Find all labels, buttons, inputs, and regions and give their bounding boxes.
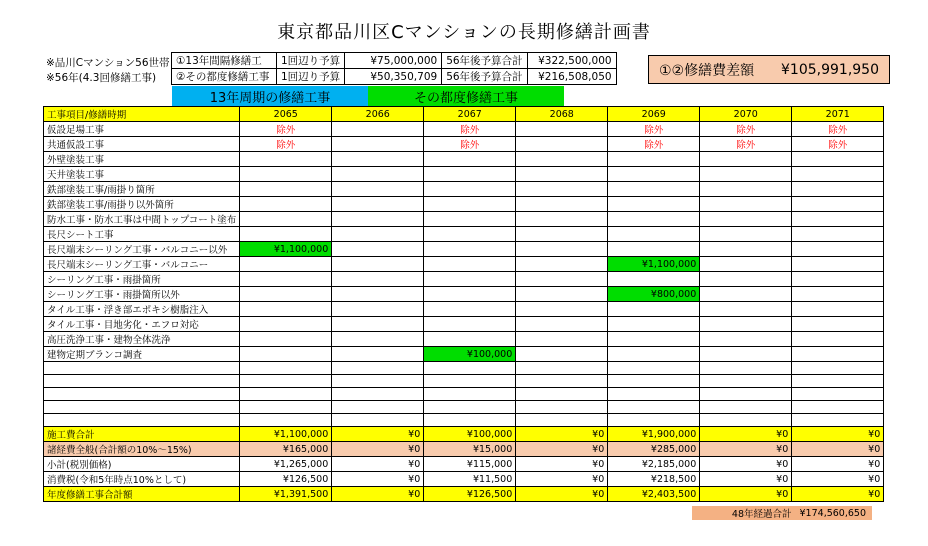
table-cell bbox=[792, 227, 884, 242]
total-label: 消費税(令和5年時点10%として) bbox=[44, 472, 240, 487]
table-cell bbox=[240, 272, 332, 287]
table-cell bbox=[332, 375, 424, 388]
total-cell: ¥11,500 bbox=[424, 472, 516, 487]
table-cell bbox=[700, 362, 792, 375]
total-cell: ¥0 bbox=[516, 487, 608, 502]
total-cell: ¥0 bbox=[700, 427, 792, 442]
table-cell bbox=[332, 197, 424, 212]
table-cell bbox=[516, 257, 608, 272]
table-cell bbox=[608, 152, 700, 167]
header-year: 2071 bbox=[792, 107, 884, 122]
table-cell: ¥1,100,000 bbox=[608, 257, 700, 272]
table-row bbox=[44, 287, 884, 302]
table-cell bbox=[424, 257, 516, 272]
legend-adhoc: その都度修繕工事 bbox=[368, 86, 564, 106]
total-cell: ¥218,500 bbox=[608, 472, 700, 487]
table-cell bbox=[332, 212, 424, 227]
total-row bbox=[44, 442, 884, 457]
table-cell bbox=[240, 388, 332, 401]
total-cell: ¥0 bbox=[516, 442, 608, 457]
row-label: 鉄部塗装工事/雨掛り以外箇所 bbox=[44, 197, 240, 212]
table-cell bbox=[516, 317, 608, 332]
table-cell bbox=[332, 137, 424, 152]
total-cell: ¥0 bbox=[700, 472, 792, 487]
table-cell bbox=[240, 167, 332, 182]
table-cell bbox=[332, 167, 424, 182]
table-row bbox=[44, 362, 884, 375]
table-cell bbox=[792, 182, 884, 197]
table-cell bbox=[792, 375, 884, 388]
table-cell bbox=[424, 401, 516, 414]
total-label: 年度修繕工事合計額 bbox=[44, 487, 240, 502]
row-label: 天井塗装工事 bbox=[44, 167, 240, 182]
table-cell bbox=[240, 287, 332, 302]
summary-row-periodic bbox=[172, 53, 617, 69]
table-cell bbox=[700, 414, 792, 427]
table-cell bbox=[792, 197, 884, 212]
table-cell: 除外 bbox=[240, 137, 332, 152]
table-cell bbox=[424, 287, 516, 302]
total-cell: ¥2,185,000 bbox=[608, 457, 700, 472]
total-cell: ¥0 bbox=[792, 472, 884, 487]
row-label: 仮設足場工事 bbox=[44, 122, 240, 137]
table-cell: 除外 bbox=[608, 137, 700, 152]
row-label: 高圧洗浄工事・建物全体洗浄 bbox=[44, 332, 240, 347]
table-cell bbox=[516, 227, 608, 242]
table-cell bbox=[792, 414, 884, 427]
table-cell bbox=[792, 302, 884, 317]
total-cell: ¥285,000 bbox=[608, 442, 700, 457]
grand-total bbox=[692, 506, 872, 520]
table-cell bbox=[332, 122, 424, 137]
table-cell bbox=[516, 362, 608, 375]
row-label bbox=[44, 401, 240, 414]
table-cell bbox=[332, 302, 424, 317]
total-label: 諸経費全般(合計額の10%～15%) bbox=[44, 442, 240, 457]
table-cell bbox=[240, 332, 332, 347]
cost-difference-box bbox=[648, 55, 890, 84]
total-cell: ¥0 bbox=[700, 487, 792, 502]
total-label: 施工費合計 bbox=[44, 427, 240, 442]
total-row bbox=[44, 457, 884, 472]
table-cell bbox=[424, 332, 516, 347]
table-cell bbox=[424, 167, 516, 182]
table-cell bbox=[792, 362, 884, 375]
table-cell bbox=[424, 182, 516, 197]
table-cell bbox=[700, 212, 792, 227]
table-row bbox=[44, 182, 884, 197]
cost-difference-label: ①②修繕費差額 bbox=[659, 62, 755, 79]
row-label: タイル工事・浮き部エポキシ樹脂注入 bbox=[44, 302, 240, 317]
table-row bbox=[44, 401, 884, 414]
table-cell bbox=[792, 272, 884, 287]
header-item-label: 工事項目/修繕時期 bbox=[44, 107, 240, 122]
total-cell: ¥0 bbox=[332, 427, 424, 442]
table-cell bbox=[240, 197, 332, 212]
page-title: 東京都品川区Cマンションの長期修繕計画書 bbox=[277, 22, 651, 43]
header-year: 2066 bbox=[332, 107, 424, 122]
header-row bbox=[44, 107, 884, 122]
table-cell bbox=[608, 302, 700, 317]
table-cell bbox=[792, 212, 884, 227]
summary-total-label: 56年後予算合計 bbox=[442, 53, 527, 69]
table-cell bbox=[424, 375, 516, 388]
table-cell bbox=[700, 375, 792, 388]
total-cell: ¥2,403,500 bbox=[608, 487, 700, 502]
table-cell bbox=[240, 257, 332, 272]
table-cell bbox=[516, 212, 608, 227]
table-cell bbox=[792, 242, 884, 257]
table-cell bbox=[332, 242, 424, 257]
summary-total-value: ¥322,500,000 bbox=[527, 53, 616, 69]
total-cell: ¥100,000 bbox=[424, 427, 516, 442]
table-cell bbox=[608, 167, 700, 182]
table-row bbox=[44, 137, 884, 152]
header-year: 2068 bbox=[516, 107, 608, 122]
table-cell bbox=[516, 137, 608, 152]
total-row bbox=[44, 472, 884, 487]
table-row bbox=[44, 227, 884, 242]
header-year: 2067 bbox=[424, 107, 516, 122]
table-cell bbox=[792, 401, 884, 414]
table-cell bbox=[608, 197, 700, 212]
table-cell: ¥1,100,000 bbox=[240, 242, 332, 257]
table-row bbox=[44, 212, 884, 227]
table-cell bbox=[332, 272, 424, 287]
row-label: 長尺シート工事 bbox=[44, 227, 240, 242]
summary-per-value: ¥50,350,709 bbox=[345, 69, 442, 85]
table-cell bbox=[332, 182, 424, 197]
table-cell bbox=[608, 414, 700, 427]
table-row bbox=[44, 167, 884, 182]
table-cell bbox=[516, 287, 608, 302]
table-row bbox=[44, 388, 884, 401]
row-label bbox=[44, 388, 240, 401]
total-cell: ¥126,500 bbox=[240, 472, 332, 487]
table-cell bbox=[240, 182, 332, 197]
repair-plan-table bbox=[43, 106, 884, 502]
table-cell bbox=[516, 167, 608, 182]
table-row bbox=[44, 122, 884, 137]
table-row bbox=[44, 375, 884, 388]
table-cell bbox=[332, 362, 424, 375]
table-cell bbox=[700, 152, 792, 167]
table-cell bbox=[700, 347, 792, 362]
table-row bbox=[44, 242, 884, 257]
table-cell: 除外 bbox=[792, 137, 884, 152]
row-label bbox=[44, 414, 240, 427]
table-cell bbox=[608, 317, 700, 332]
table-cell bbox=[608, 227, 700, 242]
table-cell bbox=[424, 227, 516, 242]
table-cell bbox=[608, 347, 700, 362]
table-cell bbox=[240, 212, 332, 227]
table-row bbox=[44, 152, 884, 167]
total-label: 小計(税別価格) bbox=[44, 457, 240, 472]
table-cell bbox=[424, 302, 516, 317]
table-row bbox=[44, 332, 884, 347]
row-label: 共通仮設工事 bbox=[44, 137, 240, 152]
summary-per-value: ¥75,000,000 bbox=[345, 53, 442, 69]
table-cell bbox=[516, 388, 608, 401]
table-cell bbox=[424, 212, 516, 227]
total-cell: ¥0 bbox=[332, 472, 424, 487]
table-cell bbox=[424, 197, 516, 212]
table-cell bbox=[516, 272, 608, 287]
table-cell bbox=[516, 332, 608, 347]
table-cell bbox=[792, 388, 884, 401]
grand-total-label: 48年経過合計 bbox=[731, 509, 792, 520]
table-cell bbox=[516, 401, 608, 414]
note-households: ※品川Cマンション56世帯 bbox=[46, 57, 170, 69]
table-cell bbox=[608, 242, 700, 257]
total-cell: ¥1,391,500 bbox=[240, 487, 332, 502]
table-cell bbox=[516, 414, 608, 427]
row-label: シーリング工事・雨掛箇所 bbox=[44, 272, 240, 287]
table-cell bbox=[792, 347, 884, 362]
table-cell bbox=[332, 347, 424, 362]
total-cell: ¥1,900,000 bbox=[608, 427, 700, 442]
table-cell bbox=[608, 332, 700, 347]
total-cell: ¥1,265,000 bbox=[240, 457, 332, 472]
table-row bbox=[44, 317, 884, 332]
table-cell bbox=[516, 375, 608, 388]
table-cell bbox=[240, 375, 332, 388]
table-cell bbox=[700, 302, 792, 317]
table-cell bbox=[424, 414, 516, 427]
total-cell: ¥0 bbox=[792, 487, 884, 502]
summary-total-label: 56年後予算合計 bbox=[442, 69, 527, 85]
table-cell bbox=[516, 302, 608, 317]
table-cell bbox=[332, 227, 424, 242]
table-cell bbox=[332, 414, 424, 427]
summary-label: ①13年間隔修繕工 bbox=[172, 53, 277, 69]
table-cell bbox=[424, 152, 516, 167]
table-cell bbox=[700, 272, 792, 287]
total-cell: ¥165,000 bbox=[240, 442, 332, 457]
table-cell bbox=[700, 388, 792, 401]
table-cell bbox=[424, 242, 516, 257]
row-label: 長尺端末シーリング工事・バルコニー以外 bbox=[44, 242, 240, 257]
row-label: 外壁塗装工事 bbox=[44, 152, 240, 167]
table-cell bbox=[240, 302, 332, 317]
table-cell bbox=[240, 414, 332, 427]
header-year: 2070 bbox=[700, 107, 792, 122]
table-cell bbox=[792, 167, 884, 182]
summary-per-label: 1回辺り予算 bbox=[277, 69, 345, 85]
budget-summary-table bbox=[171, 52, 617, 85]
table-cell bbox=[332, 332, 424, 347]
table-cell bbox=[792, 332, 884, 347]
table-cell bbox=[700, 182, 792, 197]
table-cell bbox=[608, 272, 700, 287]
table-cell bbox=[240, 401, 332, 414]
table-cell bbox=[332, 152, 424, 167]
total-cell: ¥0 bbox=[332, 457, 424, 472]
row-label bbox=[44, 362, 240, 375]
table-cell bbox=[240, 362, 332, 375]
row-label: 建物定期ブランコ調査 bbox=[44, 347, 240, 362]
row-label bbox=[44, 375, 240, 388]
table-cell: 除外 bbox=[240, 122, 332, 137]
total-cell: ¥15,000 bbox=[424, 442, 516, 457]
row-label: タイル工事・目地劣化・エフロ対応 bbox=[44, 317, 240, 332]
table-cell bbox=[608, 375, 700, 388]
table-cell bbox=[516, 347, 608, 362]
table-cell: 除外 bbox=[792, 122, 884, 137]
total-cell: ¥1,100,000 bbox=[240, 427, 332, 442]
total-cell: ¥0 bbox=[792, 427, 884, 442]
table-cell bbox=[516, 182, 608, 197]
table-cell bbox=[240, 347, 332, 362]
total-cell: ¥126,500 bbox=[424, 487, 516, 502]
table-cell bbox=[424, 272, 516, 287]
table-cell bbox=[608, 401, 700, 414]
total-cell: ¥0 bbox=[332, 442, 424, 457]
table-cell bbox=[424, 362, 516, 375]
total-cell: ¥0 bbox=[792, 442, 884, 457]
table-row bbox=[44, 414, 884, 427]
table-cell bbox=[700, 227, 792, 242]
table-cell bbox=[700, 401, 792, 414]
table-cell bbox=[516, 242, 608, 257]
table-row bbox=[44, 347, 884, 362]
table-cell: ¥100,000 bbox=[424, 347, 516, 362]
table-cell: 除外 bbox=[700, 137, 792, 152]
table-cell bbox=[332, 388, 424, 401]
table-cell bbox=[516, 152, 608, 167]
table-row bbox=[44, 197, 884, 212]
summary-label: ②その都度修繕工事 bbox=[172, 69, 277, 85]
table-cell bbox=[608, 388, 700, 401]
row-label: 鉄部塗装工事/雨掛り箇所 bbox=[44, 182, 240, 197]
table-cell bbox=[700, 287, 792, 302]
table-row bbox=[44, 302, 884, 317]
table-cell bbox=[700, 317, 792, 332]
table-cell bbox=[700, 332, 792, 347]
summary-row-adhoc bbox=[172, 69, 617, 85]
table-cell: 除外 bbox=[608, 122, 700, 137]
table-cell bbox=[608, 362, 700, 375]
table-cell bbox=[516, 197, 608, 212]
row-label: 防水工事・防水工事は中間トップコート塗布 bbox=[44, 212, 240, 227]
total-cell: ¥0 bbox=[700, 457, 792, 472]
table-cell bbox=[240, 227, 332, 242]
total-cell: ¥0 bbox=[700, 442, 792, 457]
table-cell bbox=[332, 257, 424, 272]
total-cell: ¥0 bbox=[792, 457, 884, 472]
table-cell bbox=[608, 182, 700, 197]
table-cell: ¥800,000 bbox=[608, 287, 700, 302]
header-year: 2069 bbox=[608, 107, 700, 122]
table-cell bbox=[516, 122, 608, 137]
table-cell bbox=[792, 152, 884, 167]
table-row bbox=[44, 257, 884, 272]
table-cell bbox=[424, 317, 516, 332]
table-cell: 除外 bbox=[700, 122, 792, 137]
total-cell: ¥0 bbox=[332, 487, 424, 502]
total-row bbox=[44, 427, 884, 442]
table-cell bbox=[240, 317, 332, 332]
total-row bbox=[44, 487, 884, 502]
table-cell bbox=[608, 212, 700, 227]
table-cell bbox=[332, 287, 424, 302]
cost-difference-value: ¥105,991,950 bbox=[781, 61, 879, 78]
grand-total-value: ¥174,560,650 bbox=[799, 507, 866, 519]
legend-periodic: 13年周期の修繕工事 bbox=[172, 86, 368, 106]
total-cell: ¥0 bbox=[516, 427, 608, 442]
table-cell bbox=[700, 257, 792, 272]
table-cell bbox=[700, 167, 792, 182]
table-cell bbox=[792, 317, 884, 332]
table-cell bbox=[700, 197, 792, 212]
row-label: シーリング工事・雨掛箇所以外 bbox=[44, 287, 240, 302]
table-cell bbox=[332, 317, 424, 332]
table-cell: 除外 bbox=[424, 137, 516, 152]
total-cell: ¥0 bbox=[516, 457, 608, 472]
row-label: 長尺端末シーリング工事・バルコニー bbox=[44, 257, 240, 272]
note-cycles: ※56年(4.3回修繕工事) bbox=[46, 72, 157, 84]
table-cell bbox=[792, 257, 884, 272]
table-cell bbox=[332, 401, 424, 414]
table-cell bbox=[700, 242, 792, 257]
table-row bbox=[44, 272, 884, 287]
table-cell: 除外 bbox=[424, 122, 516, 137]
table-cell bbox=[792, 287, 884, 302]
table-cell bbox=[240, 152, 332, 167]
summary-total-value: ¥216,508,050 bbox=[527, 69, 616, 85]
total-cell: ¥115,000 bbox=[424, 457, 516, 472]
table-cell bbox=[424, 388, 516, 401]
summary-per-label: 1回辺り予算 bbox=[277, 53, 345, 69]
header-year: 2065 bbox=[240, 107, 332, 122]
total-cell: ¥0 bbox=[516, 472, 608, 487]
